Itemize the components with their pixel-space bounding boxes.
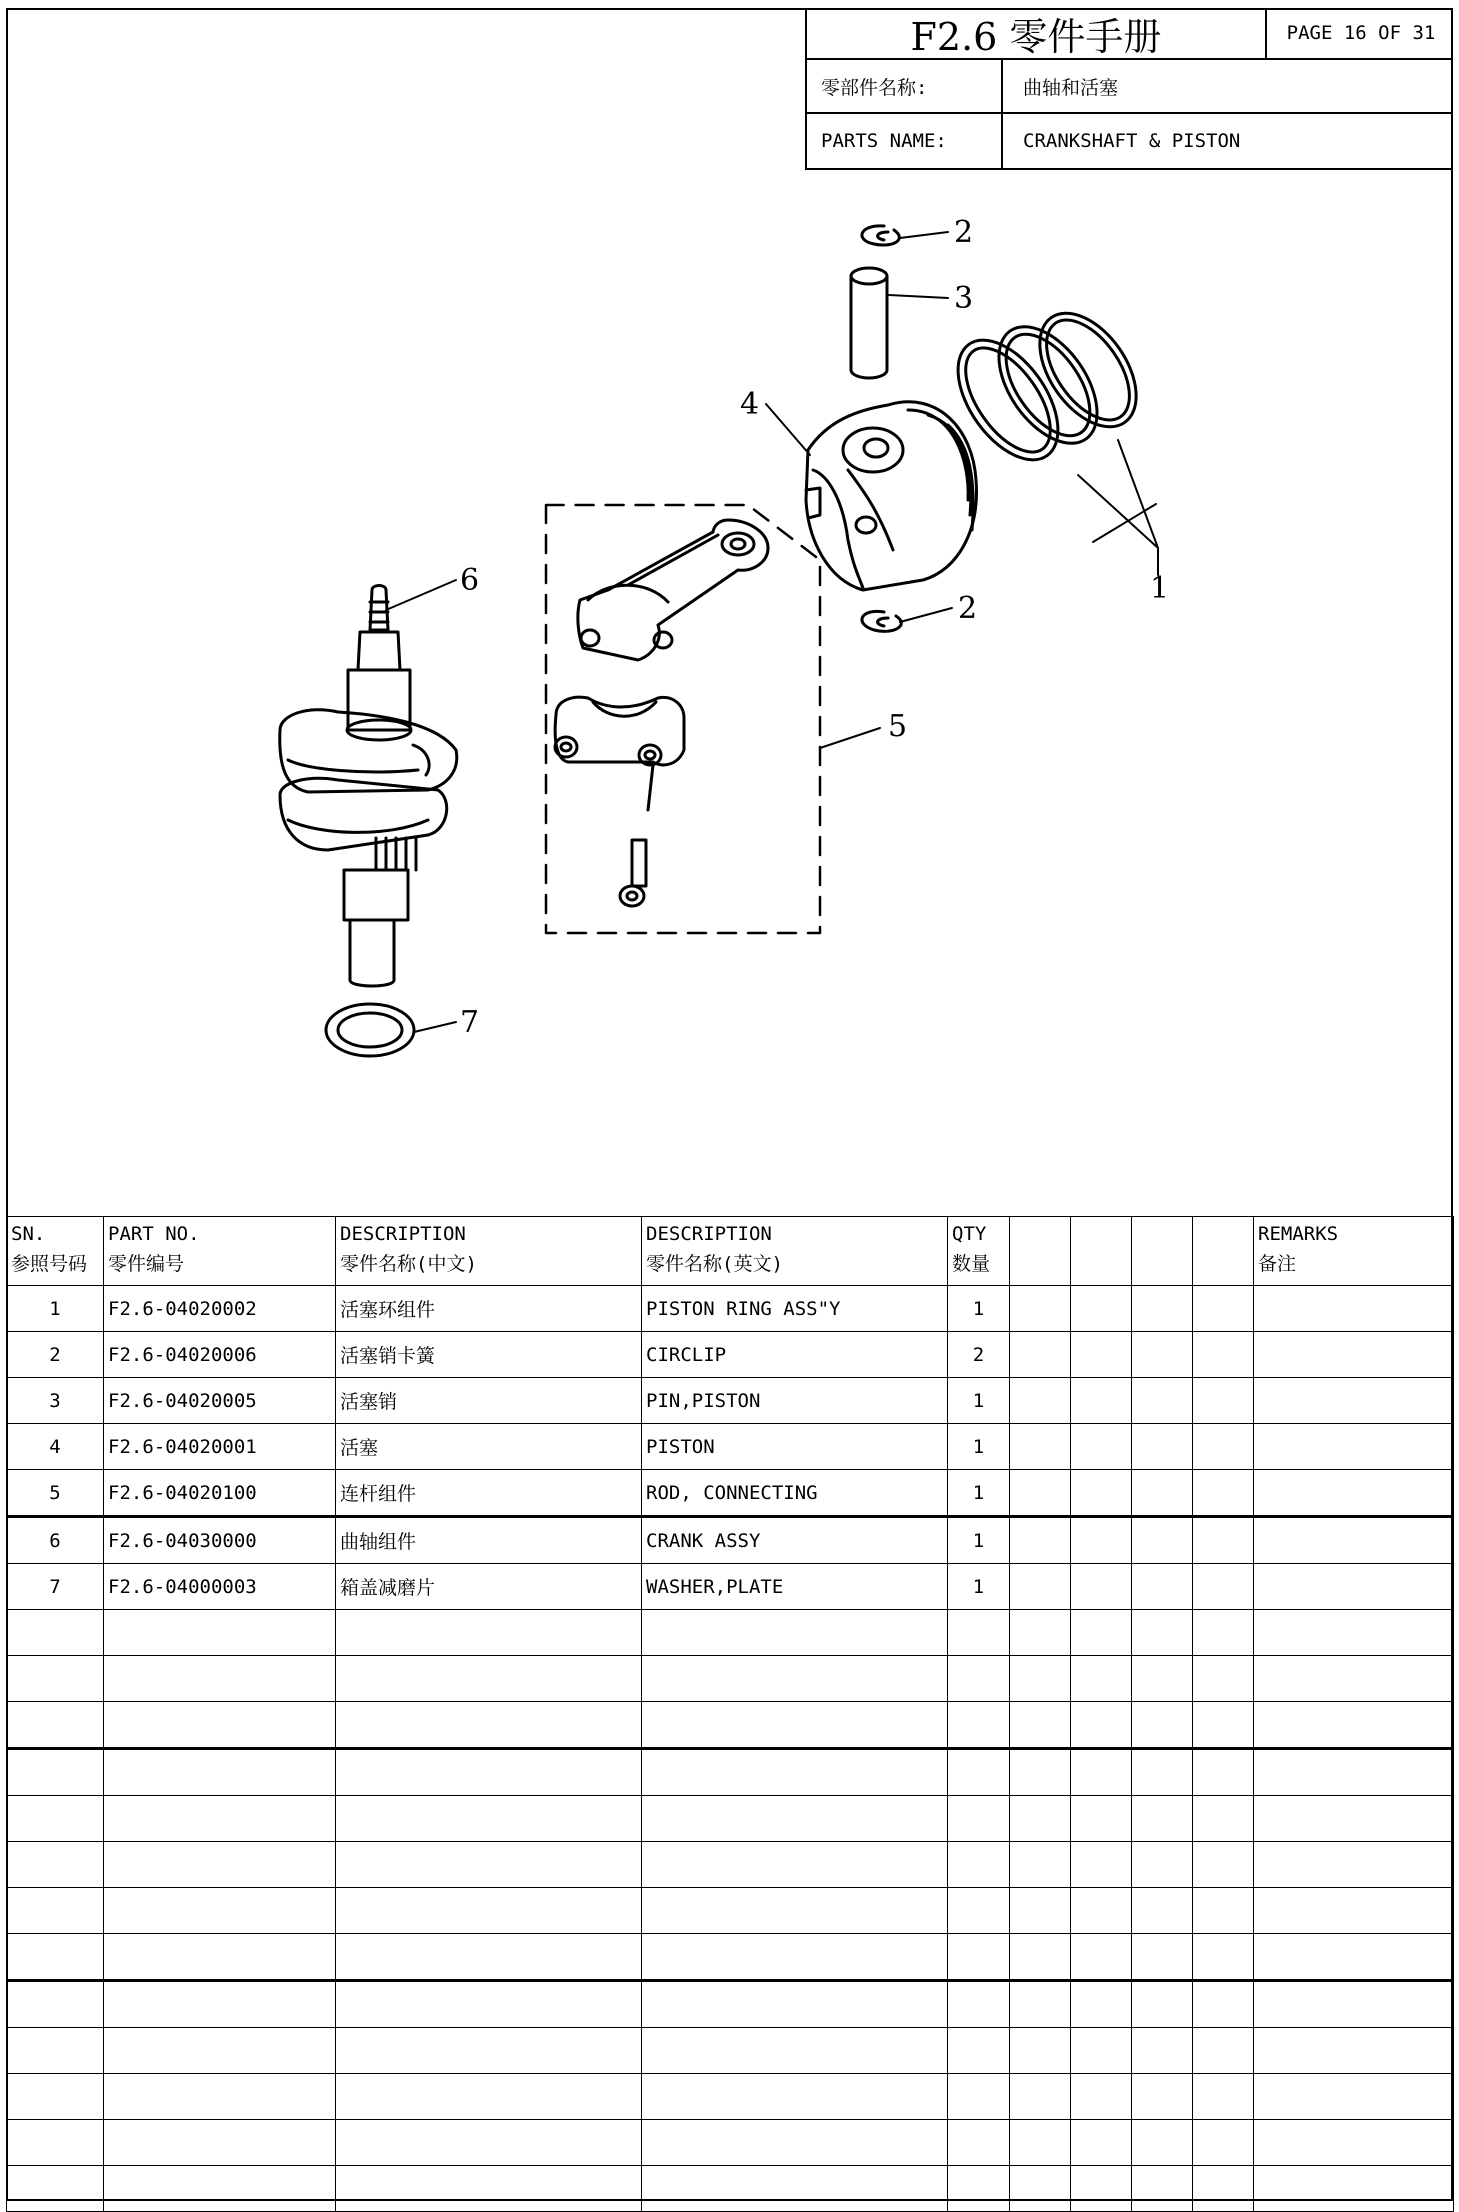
cell-part-no — [104, 1656, 336, 1702]
cell-blank — [1193, 1332, 1254, 1378]
cell-blank — [1132, 1517, 1193, 1564]
table-row — [7, 1702, 1454, 1749]
cell-desc-en — [642, 1934, 948, 1981]
cell-desc-en: PIN,PISTON — [642, 1378, 948, 1424]
cell-blank — [1193, 1842, 1254, 1888]
cell-blank — [1071, 2166, 1132, 2212]
header-part-no: PART NO. 零件编号 — [104, 1217, 336, 1286]
cell-remarks — [1254, 1517, 1454, 1564]
cell-remarks — [1254, 1610, 1454, 1656]
cell-remarks — [1254, 1656, 1454, 1702]
cell-part-no — [104, 1981, 336, 2028]
cell-blank — [1132, 1610, 1193, 1656]
cell-remarks — [1254, 1332, 1454, 1378]
cell-desc-cn: 箱盖减磨片 — [336, 1564, 642, 1610]
cell-part-no — [104, 1842, 336, 1888]
cell-qty — [948, 1981, 1010, 2028]
cell-sn — [7, 1842, 104, 1888]
cell-sn — [7, 2074, 104, 2120]
cell-blank — [1071, 1332, 1132, 1378]
cell-desc-en — [642, 1981, 948, 2028]
cell-blank — [1071, 2028, 1132, 2074]
cell-blank — [1010, 1749, 1071, 1796]
cell-remarks — [1254, 1796, 1454, 1842]
cell-qty — [948, 2074, 1010, 2120]
cell-sn — [7, 1610, 104, 1656]
cell-desc-cn — [336, 1656, 642, 1702]
cell-remarks — [1254, 1934, 1454, 1981]
circlip-bottom-part — [862, 611, 901, 631]
piston-pin-part — [851, 268, 887, 378]
cell-desc-cn — [336, 1888, 642, 1934]
cell-blank — [1010, 1332, 1071, 1378]
cell-blank — [1132, 1470, 1193, 1517]
cell-desc-en: ROD, CONNECTING — [642, 1470, 948, 1517]
part-name-label-en: PARTS NAME: — [821, 130, 947, 152]
part-name-label-cn: 零部件名称: — [821, 76, 928, 99]
cell-blank — [1010, 2166, 1071, 2212]
callout-2-top: 2 — [954, 215, 974, 250]
cell-blank — [1193, 1610, 1254, 1656]
title-block — [805, 8, 1453, 170]
table-row — [7, 2120, 1454, 2166]
cell-part-no: F2.6-04020005 — [104, 1378, 336, 1424]
cell-blank — [1071, 1981, 1132, 2028]
cell-desc-cn — [336, 1842, 642, 1888]
cell-qty: 2 — [948, 1332, 1010, 1378]
header-blank — [1193, 1217, 1254, 1286]
cell-blank — [1010, 2074, 1071, 2120]
cell-desc-cn — [336, 1981, 642, 2028]
cell-desc-en — [642, 2028, 948, 2074]
cell-desc-cn: 活塞环组件 — [336, 1286, 642, 1332]
cell-remarks — [1254, 1981, 1454, 2028]
callout-5: 5 — [888, 709, 908, 744]
callout-7: 7 — [460, 1005, 480, 1040]
cell-sn — [7, 1796, 104, 1842]
cell-desc-cn — [336, 1749, 642, 1796]
cell-desc-en: CIRCLIP — [642, 1332, 948, 1378]
cell-desc-cn: 连杆组件 — [336, 1470, 642, 1517]
cell-qty: 1 — [948, 1517, 1010, 1564]
cell-sn — [7, 1934, 104, 1981]
cell-sn — [7, 1702, 104, 1749]
cell-part-no: F2.6-04020100 — [104, 1470, 336, 1517]
cell-desc-en: PISTON — [642, 1424, 948, 1470]
cell-desc-cn — [336, 2028, 642, 2074]
cell-part-no — [104, 1610, 336, 1656]
cell-desc-en — [642, 1610, 948, 1656]
cell-remarks — [1254, 2074, 1454, 2120]
cell-desc-en — [642, 1656, 948, 1702]
cell-part-no: F2.6-04030000 — [104, 1517, 336, 1564]
cell-remarks — [1254, 1286, 1454, 1332]
connecting-rod-part — [578, 520, 768, 660]
cell-blank — [1193, 1702, 1254, 1749]
cell-blank — [1193, 1656, 1254, 1702]
cell-blank — [1132, 1332, 1193, 1378]
cell-part-no: F2.6-04020001 — [104, 1424, 336, 1470]
cell-blank — [1010, 1842, 1071, 1888]
cell-desc-cn: 活塞 — [336, 1424, 642, 1470]
table-header-row — [7, 1217, 1454, 1286]
table-row — [7, 1332, 1454, 1378]
cell-blank — [1010, 1424, 1071, 1470]
table-body — [7, 1286, 1454, 2212]
cell-desc-cn: 活塞销 — [336, 1378, 642, 1424]
cell-blank — [1193, 2074, 1254, 2120]
cell-blank — [1010, 1610, 1071, 1656]
cell-qty: 1 — [948, 1378, 1010, 1424]
cell-sn: 6 — [7, 1517, 104, 1564]
cell-qty — [948, 1796, 1010, 1842]
cell-blank — [1132, 1749, 1193, 1796]
rod-bolt-part — [620, 840, 646, 906]
header-qty: QTY 数量 — [948, 1217, 1010, 1286]
cell-blank — [1010, 1470, 1071, 1517]
parts-table — [6, 1216, 1454, 2212]
cell-part-no — [104, 1749, 336, 1796]
header-blank — [1071, 1217, 1132, 1286]
cell-blank — [1132, 1842, 1193, 1888]
cell-desc-en — [642, 1888, 948, 1934]
cell-blank — [1010, 2028, 1071, 2074]
cell-blank — [1132, 2028, 1193, 2074]
cell-qty — [948, 2028, 1010, 2074]
cell-remarks — [1254, 2166, 1454, 2212]
cell-blank — [1071, 1564, 1132, 1610]
cell-blank — [1071, 1702, 1132, 1749]
cell-blank — [1193, 1564, 1254, 1610]
cell-blank — [1071, 1517, 1132, 1564]
cell-sn — [7, 2120, 104, 2166]
cell-sn — [7, 2028, 104, 2074]
cell-sn: 1 — [7, 1286, 104, 1332]
table-row — [7, 1610, 1454, 1656]
cell-blank — [1071, 2120, 1132, 2166]
table-row — [7, 1378, 1454, 1424]
cell-blank — [1071, 1656, 1132, 1702]
cell-qty — [948, 1934, 1010, 1981]
table-row — [7, 2028, 1454, 2074]
cell-blank — [1193, 1888, 1254, 1934]
cell-desc-cn — [336, 2120, 642, 2166]
cell-part-no: F2.6-04020006 — [104, 1332, 336, 1378]
title-row — [807, 8, 1453, 60]
cell-desc-en: WASHER,PLATE — [642, 1564, 948, 1610]
cell-blank — [1071, 1842, 1132, 1888]
cell-remarks — [1254, 1842, 1454, 1888]
cell-blank — [1010, 1656, 1071, 1702]
table-row — [7, 1656, 1454, 1702]
cell-sn — [7, 1888, 104, 1934]
cell-desc-en — [642, 1796, 948, 1842]
cell-desc-cn — [336, 1934, 642, 1981]
cell-remarks — [1254, 1702, 1454, 1749]
cell-remarks — [1254, 1564, 1454, 1610]
part-name-en-row — [807, 114, 1453, 168]
cell-desc-en — [642, 2166, 948, 2212]
cell-blank — [1193, 1517, 1254, 1564]
cell-part-no — [104, 2074, 336, 2120]
cell-blank — [1010, 1702, 1071, 1749]
cell-blank — [1132, 2074, 1193, 2120]
table-row — [7, 1934, 1454, 1981]
cell-blank — [1071, 1796, 1132, 1842]
cell-blank — [1010, 1888, 1071, 1934]
table-row — [7, 2166, 1454, 2212]
part-name-cn-row — [807, 60, 1453, 114]
cell-desc-cn: 曲轴组件 — [336, 1517, 642, 1564]
header-remarks: REMARKS 备注 — [1254, 1217, 1454, 1286]
cell-desc-cn — [336, 2074, 642, 2120]
cell-part-no — [104, 1888, 336, 1934]
cell-blank — [1193, 1749, 1254, 1796]
cell-part-no — [104, 2028, 336, 2074]
cell-remarks — [1254, 1888, 1454, 1934]
cell-blank — [1193, 1286, 1254, 1332]
cell-remarks — [1254, 1424, 1454, 1470]
washer-part — [326, 1004, 414, 1056]
cell-blank — [1193, 1424, 1254, 1470]
cell-sn — [7, 1656, 104, 1702]
cell-desc-cn — [336, 1610, 642, 1656]
rod-cap-part — [555, 697, 684, 810]
table-row — [7, 1796, 1454, 1842]
cell-remarks — [1254, 2028, 1454, 2074]
cell-qty — [948, 2166, 1010, 2212]
cell-desc-en: CRANK ASSY — [642, 1517, 948, 1564]
cell-blank — [1132, 1888, 1193, 1934]
cell-blank — [1132, 1286, 1193, 1332]
callout-3: 3 — [954, 281, 974, 316]
table-row — [7, 1564, 1454, 1610]
cell-blank — [1010, 1378, 1071, 1424]
cell-desc-en: PISTON RING ASS"Y — [642, 1286, 948, 1332]
manual-title: F2.6 零件手册 — [910, 14, 1162, 59]
cell-blank — [1132, 1424, 1193, 1470]
cell-blank — [1193, 2166, 1254, 2212]
cell-blank — [1193, 2120, 1254, 2166]
cell-blank — [1071, 1424, 1132, 1470]
cell-blank — [1193, 1470, 1254, 1517]
cell-blank — [1071, 1610, 1132, 1656]
cell-qty: 1 — [948, 1564, 1010, 1610]
cell-desc-cn — [336, 1702, 642, 1749]
cell-part-no — [104, 1702, 336, 1749]
header-blank — [1010, 1217, 1071, 1286]
circlip-top-part — [862, 226, 899, 245]
cell-part-no: F2.6-04020002 — [104, 1286, 336, 1332]
cell-qty — [948, 1888, 1010, 1934]
cell-blank — [1071, 1749, 1132, 1796]
cell-part-no — [104, 1796, 336, 1842]
cell-qty — [948, 1702, 1010, 1749]
cell-desc-cn — [336, 1796, 642, 1842]
table-row — [7, 1888, 1454, 1934]
cell-blank — [1193, 2028, 1254, 2074]
leader-lines — [386, 232, 1158, 1032]
cell-desc-en — [642, 1749, 948, 1796]
cell-blank — [1193, 1378, 1254, 1424]
cell-remarks — [1254, 1378, 1454, 1424]
cell-blank — [1193, 1934, 1254, 1981]
cell-qty: 1 — [948, 1470, 1010, 1517]
cell-desc-cn — [336, 2166, 642, 2212]
cell-blank — [1071, 1286, 1132, 1332]
cell-blank — [1193, 1796, 1254, 1842]
callout-4: 4 — [740, 387, 760, 422]
cell-desc-en — [642, 1842, 948, 1888]
cell-sn — [7, 2166, 104, 2212]
cell-blank — [1071, 2074, 1132, 2120]
table-row — [7, 1470, 1454, 1517]
callout-2-bottom: 2 — [958, 591, 978, 626]
cell-blank — [1071, 1888, 1132, 1934]
cell-blank — [1010, 1286, 1071, 1332]
cell-remarks — [1254, 1470, 1454, 1517]
header-desc-cn: DESCRIPTION 零件名称(中文) — [336, 1217, 642, 1286]
header-sn: SN. 参照号码 — [7, 1217, 104, 1286]
cell-sn — [7, 1749, 104, 1796]
cell-qty: 1 — [948, 1424, 1010, 1470]
table-row — [7, 1517, 1454, 1564]
cell-remarks — [1254, 1749, 1454, 1796]
cell-part-no — [104, 2120, 336, 2166]
table-row — [7, 2074, 1454, 2120]
cell-desc-en — [642, 1702, 948, 1749]
header-desc-en: DESCRIPTION 零件名称(英文) — [642, 1217, 948, 1286]
cell-blank — [1132, 1934, 1193, 1981]
cell-blank — [1132, 2120, 1193, 2166]
cell-desc-en — [642, 2074, 948, 2120]
cell-blank — [1132, 1702, 1193, 1749]
part-name-value-cn: 曲轴和活塞 — [1001, 60, 1455, 112]
cell-qty — [948, 1749, 1010, 1796]
cell-sn: 7 — [7, 1564, 104, 1610]
table-row — [7, 1424, 1454, 1470]
cell-sn: 2 — [7, 1332, 104, 1378]
cell-sn: 3 — [7, 1378, 104, 1424]
cell-part-no — [104, 1934, 336, 1981]
table-row — [7, 1749, 1454, 1796]
cell-blank — [1132, 1796, 1193, 1842]
callout-1: 1 — [1150, 571, 1170, 606]
page-number: PAGE 16 OF 31 — [1265, 8, 1455, 58]
cell-qty — [948, 1656, 1010, 1702]
table-row — [7, 1981, 1454, 2028]
cell-blank — [1132, 1564, 1193, 1610]
cell-blank — [1010, 1934, 1071, 1981]
cell-blank — [1010, 2120, 1071, 2166]
cell-blank — [1010, 1796, 1071, 1842]
callout-6: 6 — [460, 563, 480, 598]
cell-blank — [1071, 1378, 1132, 1424]
cell-blank — [1132, 2166, 1193, 2212]
cell-blank — [1132, 1378, 1193, 1424]
cell-blank — [1071, 1470, 1132, 1517]
cell-blank — [1010, 1981, 1071, 2028]
cell-part-no: F2.6-04000003 — [104, 1564, 336, 1610]
cell-desc-cn: 活塞销卡簧 — [336, 1332, 642, 1378]
cell-qty: 1 — [948, 1286, 1010, 1332]
cell-blank — [1071, 1934, 1132, 1981]
table-row — [7, 1842, 1454, 1888]
cell-sn: 5 — [7, 1470, 104, 1517]
cell-blank — [1010, 1517, 1071, 1564]
table-row — [7, 1286, 1454, 1332]
cell-sn: 4 — [7, 1424, 104, 1470]
cell-qty — [948, 1610, 1010, 1656]
cell-blank — [1010, 1564, 1071, 1610]
cell-desc-en — [642, 2120, 948, 2166]
cell-blank — [1132, 1981, 1193, 2028]
crankshaft-part — [280, 586, 457, 987]
cell-sn — [7, 1981, 104, 2028]
header-blank — [1132, 1217, 1193, 1286]
part-name-value-en: CRANKSHAFT & PISTON — [1001, 114, 1455, 168]
cell-qty — [948, 2120, 1010, 2166]
piston-part — [806, 402, 976, 590]
cell-blank — [1132, 1656, 1193, 1702]
cell-part-no — [104, 2166, 336, 2212]
cell-qty — [948, 1842, 1010, 1888]
exploded-diagram — [8, 170, 1451, 1216]
cell-blank — [1193, 1981, 1254, 2028]
cell-remarks — [1254, 2120, 1454, 2166]
